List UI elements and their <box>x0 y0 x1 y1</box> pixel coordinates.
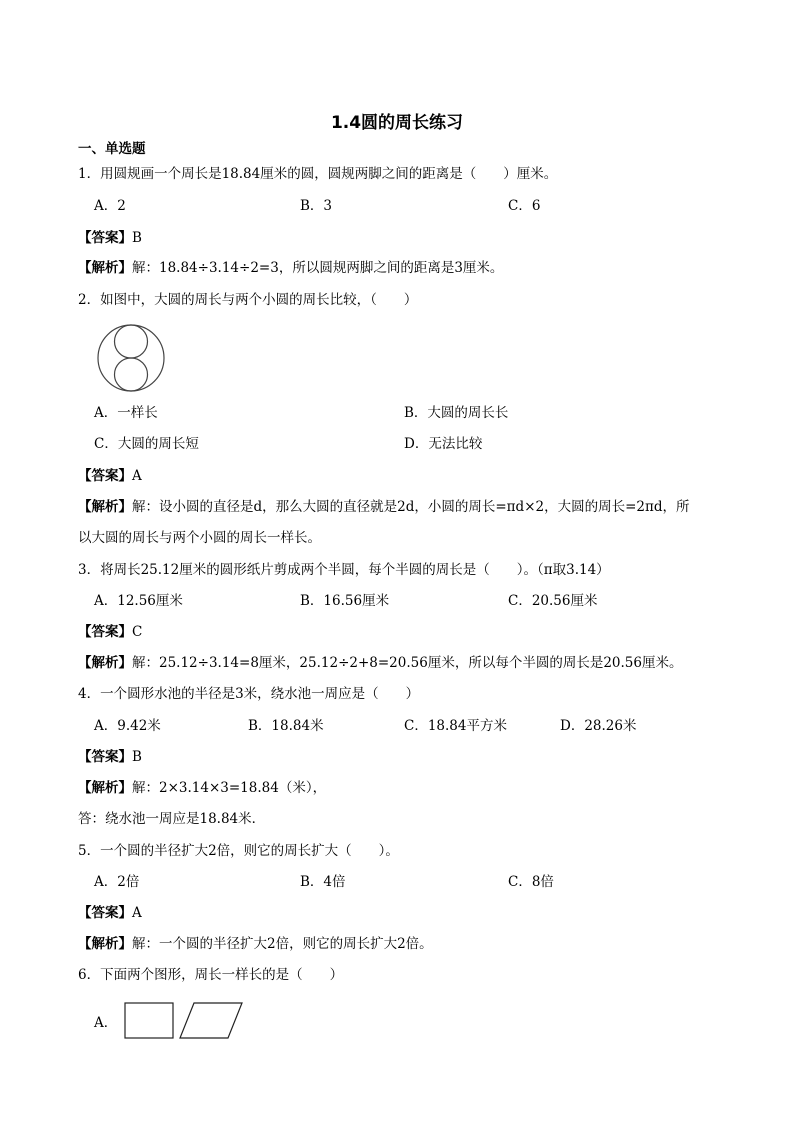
q5-answer <box>78 904 142 922</box>
q4-option-a: A．9.42米 <box>94 718 161 734</box>
q6-shapes-figure <box>124 1002 246 1040</box>
q4-option-b: B．18.84米 <box>248 718 324 734</box>
analysis-tag: 【解析】 <box>78 780 132 796</box>
answer-tag: 【答案】 <box>78 624 132 640</box>
q1-answer <box>78 229 142 247</box>
question-4-stem: 4．一个圆形水池的半径是3米，绕水池一周应是（ ） <box>78 686 420 702</box>
answer-tag: 【答案】 <box>78 749 132 765</box>
question-5-stem: 5．一个圆的半径扩大2倍，则它的周长扩大（ ）。 <box>78 843 399 859</box>
q3-analysis <box>78 654 682 672</box>
question-2-stem: 2．如图中，大圆的周长与两个小圆的周长比较，（ ） <box>78 292 418 308</box>
q3-analysis-text: 解：25.12÷3.14=8厘米，25.12÷2+8=20.56厘米，所以每个半圆的周长是20.56厘米。 <box>132 655 683 671</box>
section-heading: 一、单选题 <box>78 141 146 157</box>
q3-answer-value: C <box>132 624 143 640</box>
q5-analysis <box>78 935 433 953</box>
q1-answer-value: B <box>132 230 142 246</box>
q4-option-c: C．18.84平方米 <box>404 718 507 734</box>
q6-option-a: A． <box>94 1015 118 1031</box>
question-3-stem: 3．将周长25.12厘米的圆形纸片剪成两个半圆，每个半圆的周长是（ ）。（π取3.14） <box>78 562 610 578</box>
q2-analysis-text-2: 以大圆的周长与两个小圆的周长一样长。 <box>78 530 321 546</box>
question-1-stem: 1．用圆规画一个周长是18.84厘米的圆，圆规两脚之间的距离是（ ）厘米。 <box>78 166 558 182</box>
q4-analysis <box>78 779 326 797</box>
q3-option-a: A．12.56厘米 <box>94 593 183 609</box>
q4-answer-value: B <box>132 749 142 765</box>
q5-option-c: C．8倍 <box>508 874 554 890</box>
q2-answer <box>78 467 142 485</box>
q4-option-d: D．28.26米 <box>560 718 637 734</box>
q5-option-a: A．2倍 <box>94 874 140 890</box>
analysis-tag: 【解析】 <box>78 260 132 276</box>
analysis-tag: 【解析】 <box>78 499 132 515</box>
q2-option-d: D．无法比较 <box>404 436 483 452</box>
q5-analysis-text: 解：一个圆的半径扩大2倍，则它的周长扩大2倍。 <box>132 936 433 952</box>
answer-tag: 【答案】 <box>78 468 132 484</box>
q2-option-a: A．一样长 <box>94 405 158 421</box>
q1-option-a: A．2 <box>94 198 126 214</box>
q3-option-b: B．16.56厘米 <box>300 593 390 609</box>
q2-option-c: C．大圆的周长短 <box>94 436 199 452</box>
q5-option-b: B．4倍 <box>300 874 346 890</box>
small-circle-bottom <box>115 358 148 391</box>
q2-option-b: B．大圆的周长长 <box>404 405 509 421</box>
small-circle-top <box>115 325 148 358</box>
answer-tag: 【答案】 <box>78 905 132 921</box>
q4-conclusion: 答：绕水池一周应是18.84米． <box>78 811 266 827</box>
q4-analysis-text: 解：2×3.14×3=18.84（米）， <box>132 780 327 796</box>
q1-analysis-text: 解：18.84÷3.14÷2=3，所以圆规两脚之间的距离是3厘米。 <box>132 260 504 276</box>
parallelogram-shape <box>180 1003 242 1038</box>
q4-answer <box>78 748 142 766</box>
answer-tag: 【答案】 <box>78 230 132 246</box>
q3-answer <box>78 623 142 641</box>
q1-option-b: B．3 <box>300 198 333 214</box>
q3-option-c: C．20.56厘米 <box>508 593 598 609</box>
q5-answer-value: A <box>132 905 142 921</box>
q2-analysis <box>78 498 690 516</box>
q1-option-c: C．6 <box>508 198 541 214</box>
page-title: 1.4圆的周长练习 <box>330 113 464 133</box>
q2-answer-value: A <box>132 468 142 484</box>
analysis-tag: 【解析】 <box>78 936 132 952</box>
analysis-tag: 【解析】 <box>78 655 132 671</box>
circles-figure <box>96 323 168 393</box>
q1-analysis <box>78 259 503 277</box>
square-shape <box>125 1003 173 1038</box>
q2-analysis-text-1: 解：设小圆的直径是d，那么大圆的直径就是2d，小圆的周长=πd×2，大圆的周长=2πd，所 <box>132 499 690 515</box>
question-6-stem: 6．下面两个图形，周长一样长的是（ ） <box>78 967 344 983</box>
